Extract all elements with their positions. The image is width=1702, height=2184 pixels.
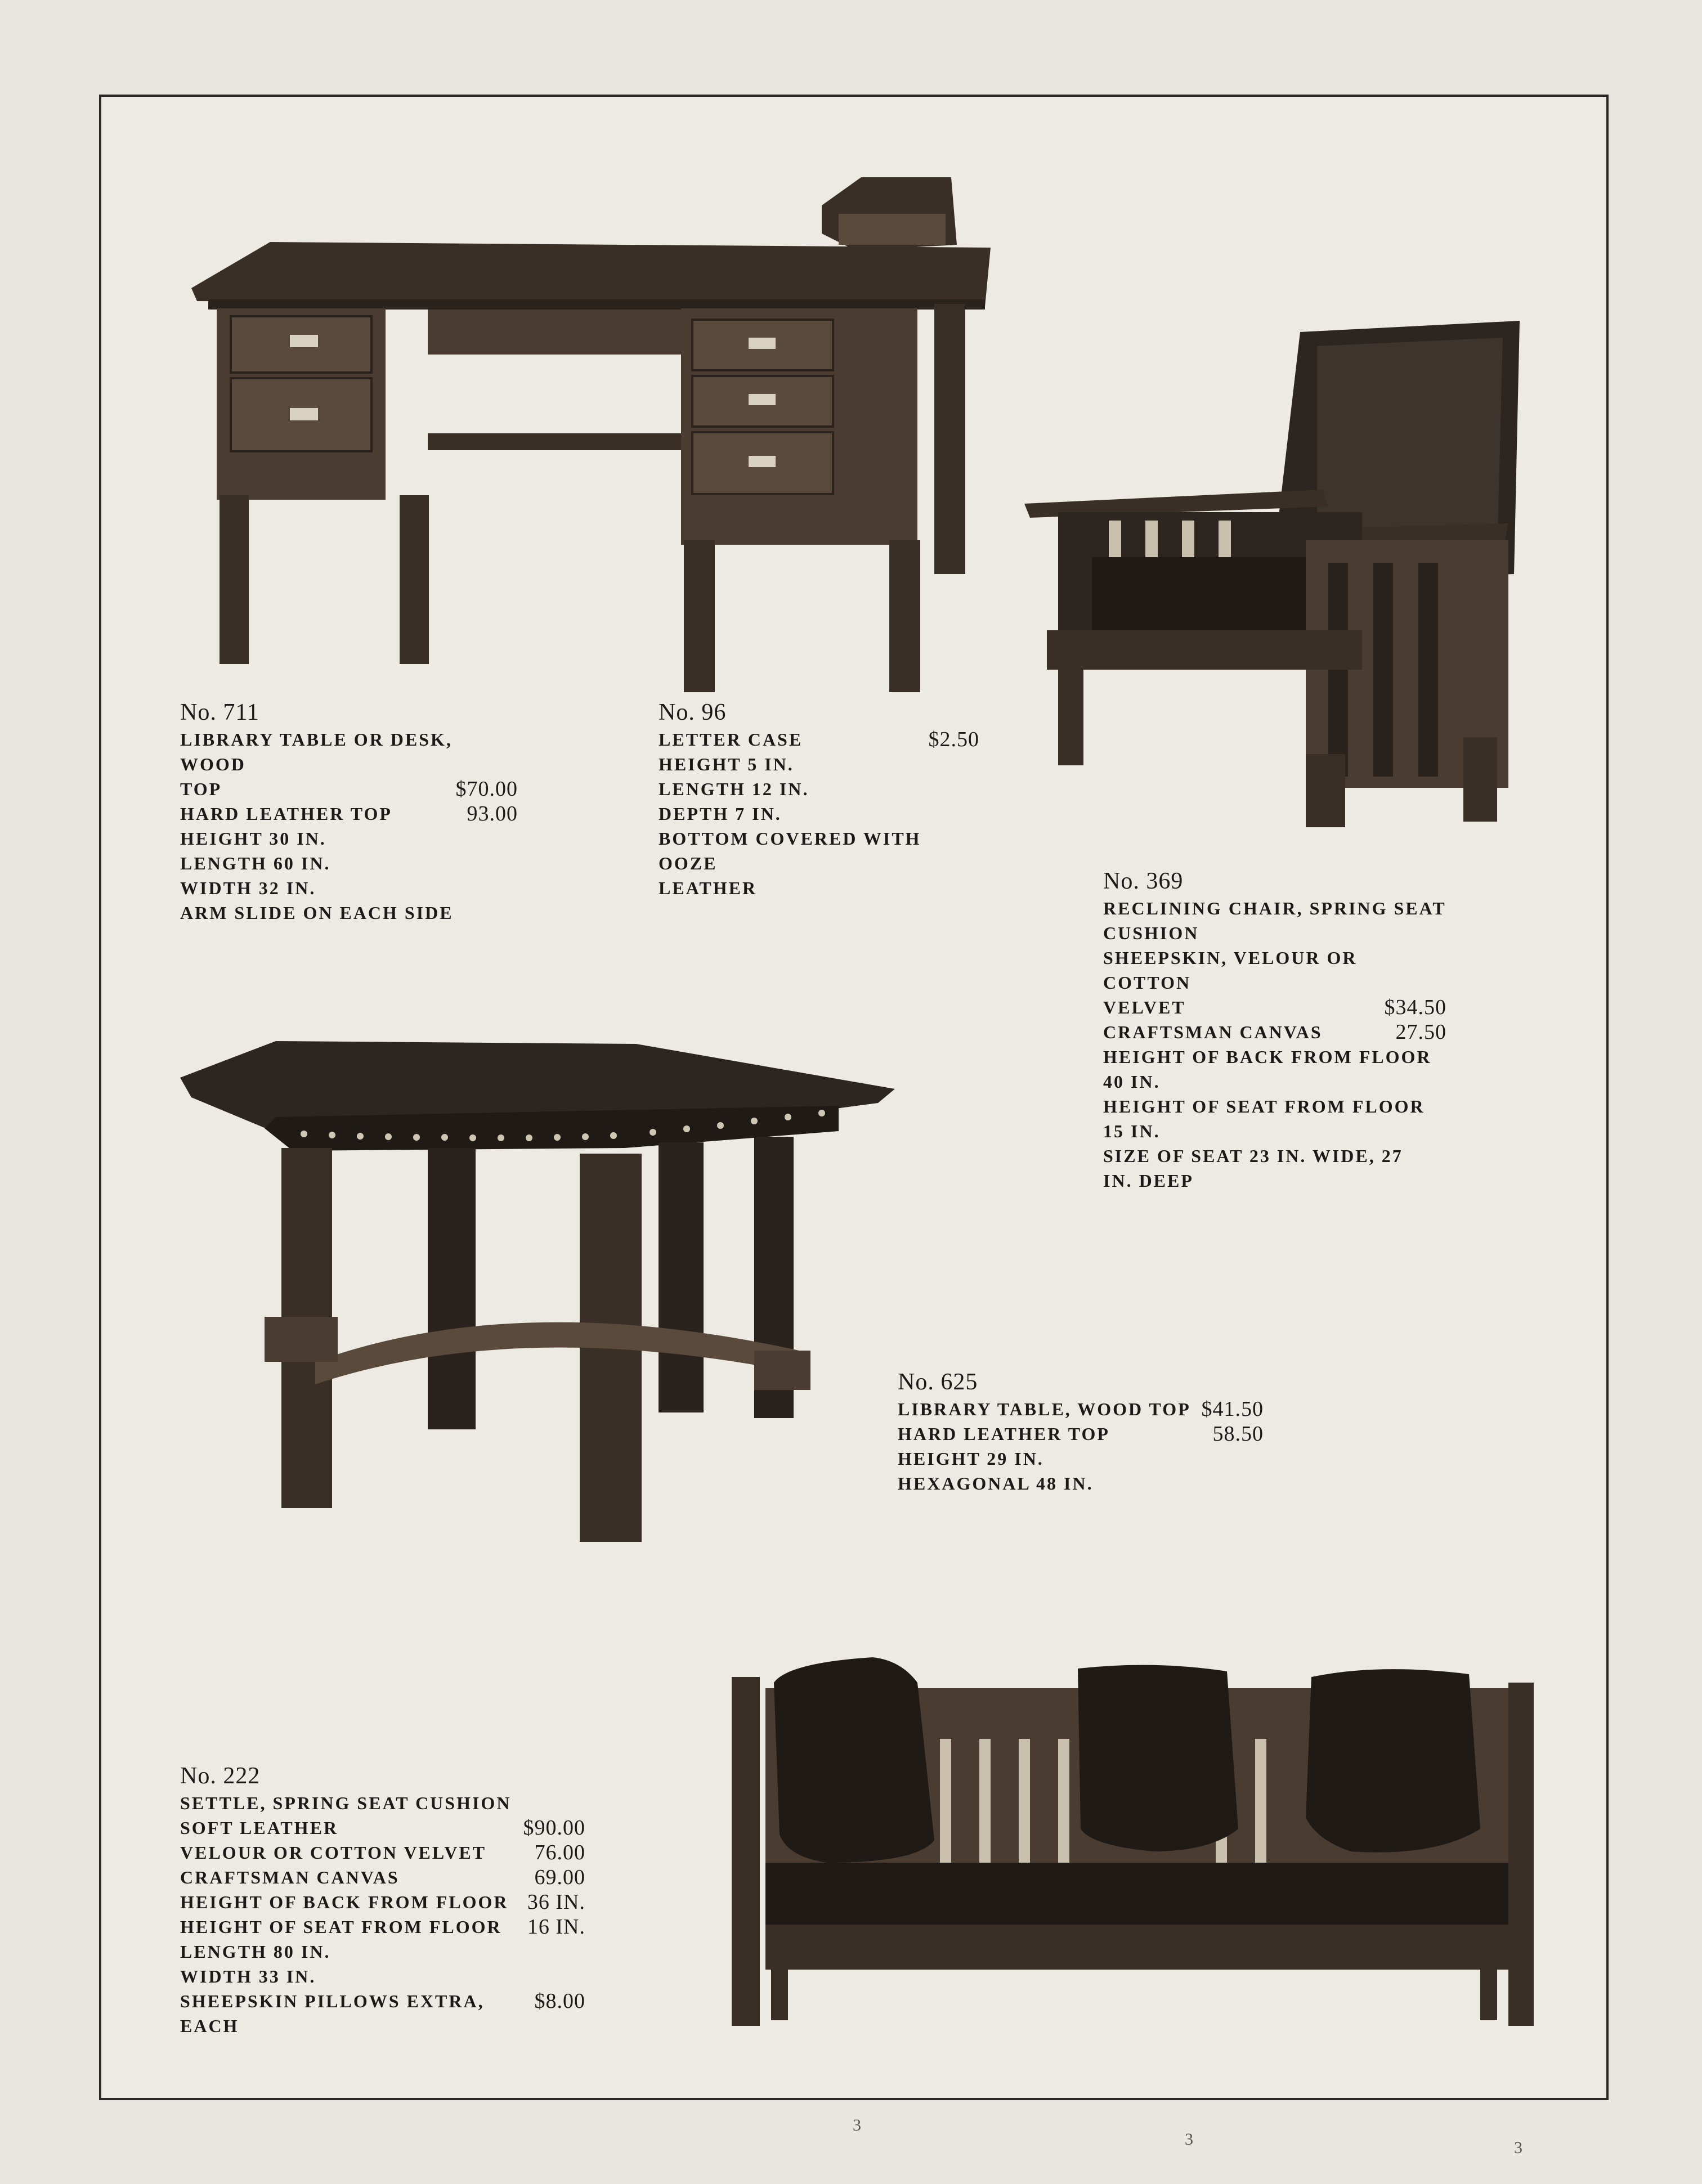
- page-number: 3: [1514, 2138, 1522, 2157]
- item-number: No. 625: [898, 1369, 978, 1395]
- spec-line: SOFT LEATHER $90.00: [180, 1816, 585, 1840]
- spec-line: BOTTOM COVERED WITH OOZE: [659, 828, 921, 873]
- reclining-chair-photo: [1024, 315, 1531, 867]
- spec-line: VELVET $34.50: [1103, 995, 1446, 1019]
- spec-line: LENGTH 12 IN.: [659, 779, 809, 799]
- spec-line: CUSHION: [1103, 923, 1199, 943]
- item-number: No. 222: [180, 1763, 261, 1789]
- item-96-caption: [659, 698, 979, 900]
- spec-line: LEATHER: [659, 878, 758, 898]
- spec-line: HEXAGONAL 48 IN.: [898, 1473, 1094, 1494]
- spec-line: LETTER CASE $2.50: [659, 728, 979, 751]
- spec-line: LIBRARY TABLE OR DESK, WOOD: [180, 729, 453, 774]
- spec-line: LIBRARY TABLE, WOOD TOP $41.50: [898, 1397, 1264, 1421]
- spec-line: HEIGHT 29 IN.: [898, 1448, 1044, 1469]
- spec-line: HARD LEATHER TOP 58.50: [898, 1422, 1264, 1446]
- spec-line: VELOUR OR COTTON VELVET 76.00: [180, 1841, 585, 1864]
- item-625-caption: [898, 1367, 1264, 1496]
- spec-line: HEIGHT OF SEAT FROM FLOOR: [1103, 1096, 1425, 1116]
- spec-line: HARD LEATHER TOP 93.00: [180, 802, 518, 826]
- spec-line: WIDTH 33 IN.: [180, 1966, 316, 1986]
- spec-line: HEIGHT 30 IN.: [180, 828, 326, 849]
- item-222-caption: [180, 1761, 585, 2038]
- spec-line: SETTLE, SPRING SEAT CUSHION: [180, 1793, 512, 1813]
- spec-line: 15 IN.: [1103, 1121, 1161, 1141]
- spec-line: SHEEPSKIN PILLOWS EXTRA, $8.00: [180, 1989, 585, 2013]
- spec-line: DEPTH 7 IN.: [659, 804, 782, 824]
- spec-line: 40 IN.: [1103, 1071, 1161, 1092]
- hexagonal-table-photo: [180, 1035, 901, 1542]
- spec-line: WIDTH 32 IN.: [180, 878, 316, 898]
- spec-line: HEIGHT OF SEAT FROM FLOOR 16 IN.: [180, 1915, 585, 1939]
- spec-line: HEIGHT 5 IN.: [659, 754, 794, 774]
- settle-photo: [732, 1649, 1537, 2031]
- spec-line: HEIGHT OF BACK FROM FLOOR: [1103, 1047, 1432, 1067]
- spec-line: LENGTH 80 IN.: [180, 1941, 331, 1962]
- spec-line: IN. DEEP: [1103, 1171, 1194, 1191]
- spec-line: HEIGHT OF BACK FROM FLOOR 36 IN.: [180, 1890, 585, 1914]
- spec-line: LENGTH 60 IN.: [180, 853, 331, 873]
- spec-line: EACH: [180, 2016, 239, 2036]
- spec-line: TOP $70.00: [180, 777, 518, 801]
- item-number: No. 711: [180, 699, 259, 725]
- item-369-caption: [1103, 867, 1446, 1193]
- spec-line: CRAFTSMAN CANVAS 69.00: [180, 1865, 585, 1889]
- spec-line: CRAFTSMAN CANVAS 27.50: [1103, 1020, 1446, 1044]
- spec-line: RECLINING CHAIR, SPRING SEAT: [1103, 898, 1446, 918]
- desk-photo: [186, 169, 1007, 703]
- spec-line: SHEEPSKIN, VELOUR OR COTTON: [1103, 948, 1358, 993]
- page-number: 3: [1185, 2130, 1193, 2149]
- item-711-caption: [180, 698, 518, 925]
- page-number: 3: [853, 2116, 861, 2134]
- spec-line: ARM SLIDE ON EACH SIDE: [180, 903, 454, 923]
- item-number: No. 96: [659, 699, 727, 725]
- spec-line: SIZE OF SEAT 23 IN. WIDE, 27: [1103, 1146, 1403, 1166]
- item-number: No. 369: [1103, 868, 1184, 894]
